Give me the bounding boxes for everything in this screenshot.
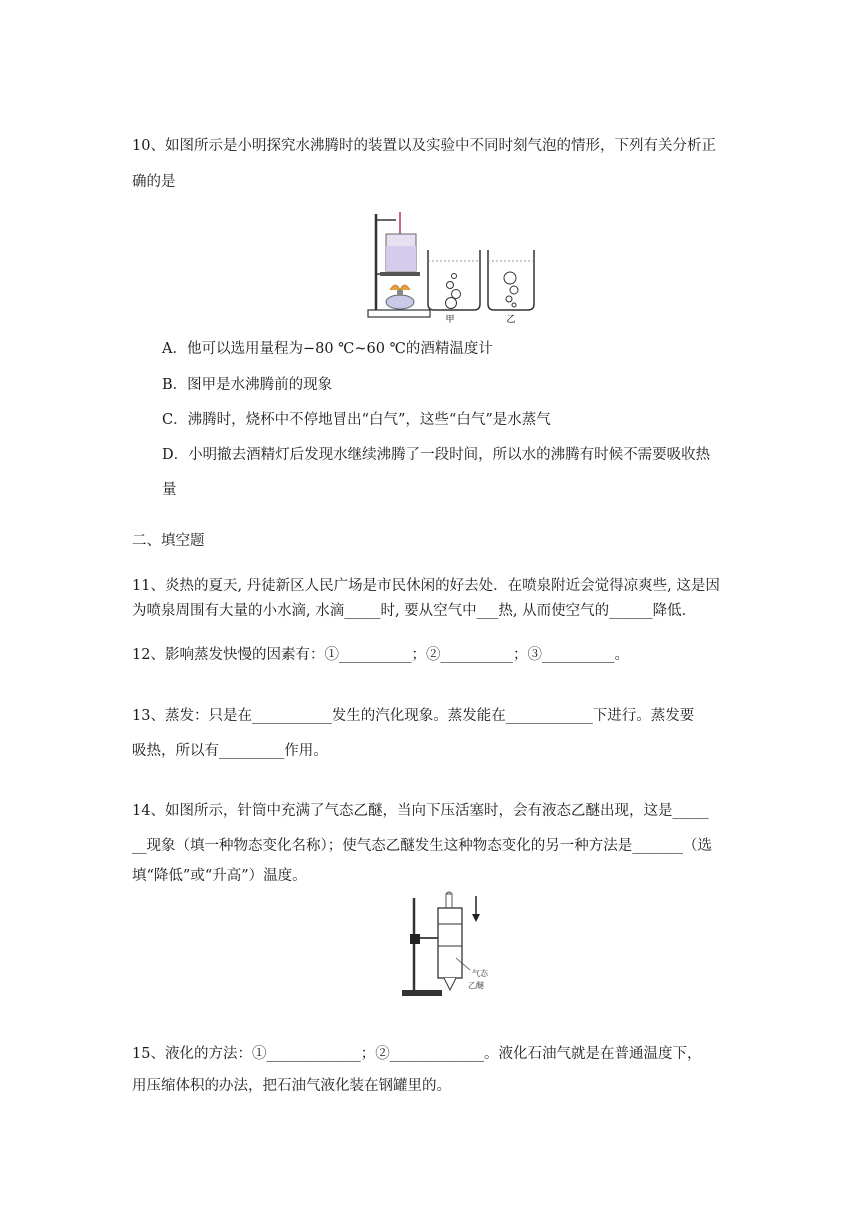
- syringe-experiment-figure: [398, 890, 490, 1002]
- q14-line3: 填“降低”或“升高”）温度。: [132, 868, 307, 884]
- q12-line1: 12、影响蒸发快慢的因素有：①__________；②__________；③__________。: [132, 647, 629, 663]
- figure-label-gaseous: 气态: [472, 969, 488, 978]
- figure-label-jia: 甲: [445, 315, 455, 324]
- q10-stem-line2: 确的是: [132, 174, 176, 190]
- q10-option-c: C．沸腾时，烧杯中不停地冒出“白气”，这些“白气”是水蒸气: [162, 412, 551, 428]
- q15-line1: 15、液化的方法：①_____________；②_____________。液化石油气就是在普通温度下，: [132, 1046, 702, 1062]
- q10-option-d-line2: 量: [162, 482, 177, 498]
- q10-option-a: A．他可以选用量程为−80 ℃~60 ℃的酒精温度计: [162, 341, 493, 357]
- q10-option-b: B．图甲是水沸腾前的现象: [162, 377, 333, 393]
- figure-label-yi: 乙: [506, 315, 516, 324]
- q10-stem-line1: 10、如图所示是小明探究水沸腾时的装置以及实验中不同时刻气泡的情形，下列有关分析正: [132, 138, 716, 154]
- q13-line2: 吸热，所以有_________作用。: [132, 743, 328, 759]
- section-title: 二、填空题: [132, 533, 205, 549]
- q11-line2: 为喷泉周围有大量的小水滴, 水滴_____时, 要从空气中___热, 从而使空气的______降低．: [132, 603, 697, 619]
- q10-option-d-line1: D．小明撤去酒精灯后发现水继续沸腾了一段时间，所以水的沸腾有时候不需要吸收热: [162, 447, 711, 463]
- q15-line2: 用压缩体积的办法，把石油气液化装在钢罐里的。: [132, 1078, 451, 1094]
- q14-line2: __现象（填一种物态变化名称）；使气态乙醚发生这种物态变化的另一种方法是_______（选: [132, 838, 712, 854]
- q11-line1: 11、炎热的夏天, 丹徒新区人民广场是市民休闲的好去处．在喷泉附近会觉得凉爽些, 这是因: [132, 578, 720, 594]
- figure-label-ether: 乙醚: [468, 981, 484, 990]
- q13-line1: 13、蒸发：只是在___________发生的汽化现象。蒸发能在____________下进行。蒸发要: [132, 708, 695, 724]
- boiling-experiment-figure: [366, 206, 536, 324]
- q14-line1: 14、如图所示，针筒中充满了气态乙醚，当向下压活塞时，会有液态乙醚出现，这是_____: [132, 803, 709, 819]
